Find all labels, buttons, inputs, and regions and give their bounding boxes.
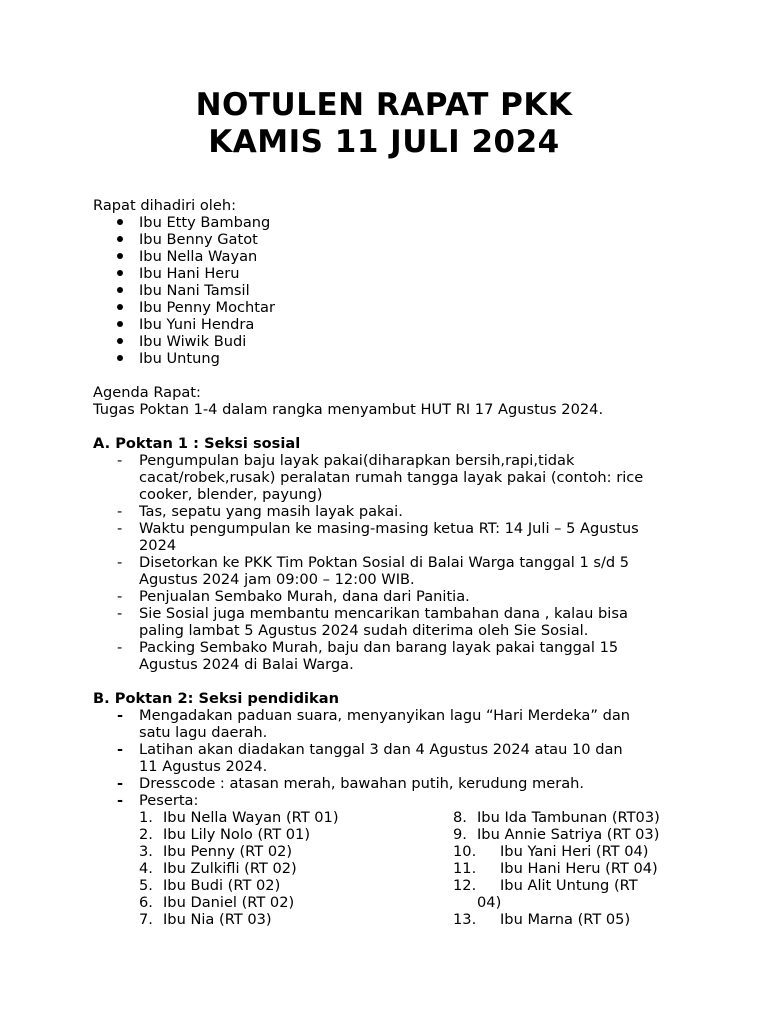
- participant-item: 7. Ibu Nia (RT 03): [139, 911, 272, 928]
- attendee-item: Ibu Penny Mochtar: [117, 299, 275, 316]
- participants-right-list: [453, 809, 693, 928]
- participant-item: 3. Ibu Penny (RT 02): [139, 843, 293, 860]
- section-a-item: - Sie Sosial juga membantu mencarikan tambahan dana , kalau bisa paling lambat 5 Agustus 2024 sudah diterima oleh Sie Sosial.: [117, 605, 628, 639]
- agenda-label: Agenda Rapat:: [93, 384, 201, 401]
- section-a-list: [117, 452, 687, 673]
- section-b-item: - Peserta:: [117, 792, 199, 809]
- document-title-line-1: NOTULEN RAPAT PKK: [195, 87, 573, 123]
- section-a-item: - Pengumpulan baju layak pakai(diharapkan bersih,rapi,tidak cacat/robek,rusak) peralatan rumah tangga layak pakai (contoh: rice cooker, blender, payung): [117, 452, 644, 503]
- section-a-item: - Penjualan Sembako Murah, dana dari Panitia.: [117, 588, 470, 605]
- attendance-label: Rapat dihadiri oleh:: [93, 197, 236, 214]
- participant-item: 9. Ibu Annie Satriya (RT 03): [453, 826, 660, 843]
- attendee-item: Ibu Etty Bambang: [117, 214, 275, 231]
- participant-item: 2. Ibu Lily Nolo (RT 01): [139, 826, 311, 843]
- participant-item: 1. Ibu Nella Wayan (RT 01): [139, 809, 339, 826]
- document-title-line-2: KAMIS 11 JULI 2024: [208, 124, 560, 160]
- attendee-item: Ibu Nani Tamsil: [117, 282, 275, 299]
- section-a-item: - Packing Sembako Murah, baju dan barang layak pakai tanggal 15 Agustus 2024 di Balai Warga.: [117, 639, 619, 673]
- participant-item: 4. Ibu Zulkifli (RT 02): [139, 860, 297, 877]
- section-b-heading: B. Poktan 2: Seksi pendidikan: [93, 690, 339, 707]
- section-a-heading: A. Poktan 1 : Seksi sosial: [93, 435, 301, 452]
- section-a-item: - Disetorkan ke PKK Tim Poktan Sosial di Balai Warga tanggal 1 s/d 5 Agustus 2024 jam 09:00 – 12:00 WIB.: [117, 554, 630, 588]
- section-b-item: - Mengadakan paduan suara, menyanyikan lagu “Hari Merdeka” dan satu lagu daerah.: [117, 707, 631, 741]
- attendee-item: Ibu Benny Gatot: [117, 231, 275, 248]
- section-a-item: - Tas, sepatu yang masih layak pakai.: [117, 503, 403, 520]
- section-b-item: - Latihan akan diadakan tanggal 3 dan 4 Agustus 2024 atau 10 dan 11 Agustus 2024.: [117, 741, 623, 775]
- participant-item-continuation: 04): [477, 894, 502, 911]
- attendee-item: Ibu Wiwik Budi: [117, 333, 275, 350]
- attendee-item: Ibu Untung: [117, 350, 275, 367]
- attendee-item: Ibu Yuni Hendra: [117, 316, 275, 333]
- attendee-item: Ibu Nella Wayan: [117, 248, 275, 265]
- participant-item: 13. Ibu Marna (RT 05): [453, 911, 631, 928]
- section-b-item: - Dresscode : atasan merah, bawahan putih, kerudung merah.: [117, 775, 585, 792]
- participant-item: 8. Ibu Ida Tambunan (RT03): [453, 809, 660, 826]
- attendee-item: Ibu Hani Heru: [117, 265, 275, 282]
- participant-item: 10. Ibu Yani Heri (RT 04): [453, 843, 649, 860]
- attendee-list: [117, 214, 275, 367]
- participant-item: 6. Ibu Daniel (RT 02): [139, 894, 295, 911]
- participant-item: 12. Ibu Alit Untung (RT: [453, 877, 638, 894]
- agenda-text: Tugas Poktan 1-4 dalam rangka menyambut HUT RI 17 Agustus 2024.: [93, 401, 604, 418]
- section-b-list: [117, 707, 687, 809]
- section-a-item: - Waktu pengumpulan ke masing-masing ketua RT: 14 Juli – 5 Agustus 2024: [117, 520, 639, 554]
- participant-item: 11. Ibu Hani Heru (RT 04): [453, 860, 658, 877]
- participants-left-list: [139, 809, 439, 928]
- participant-item: 5. Ibu Budi (RT 02): [139, 877, 281, 894]
- agenda: [93, 384, 693, 418]
